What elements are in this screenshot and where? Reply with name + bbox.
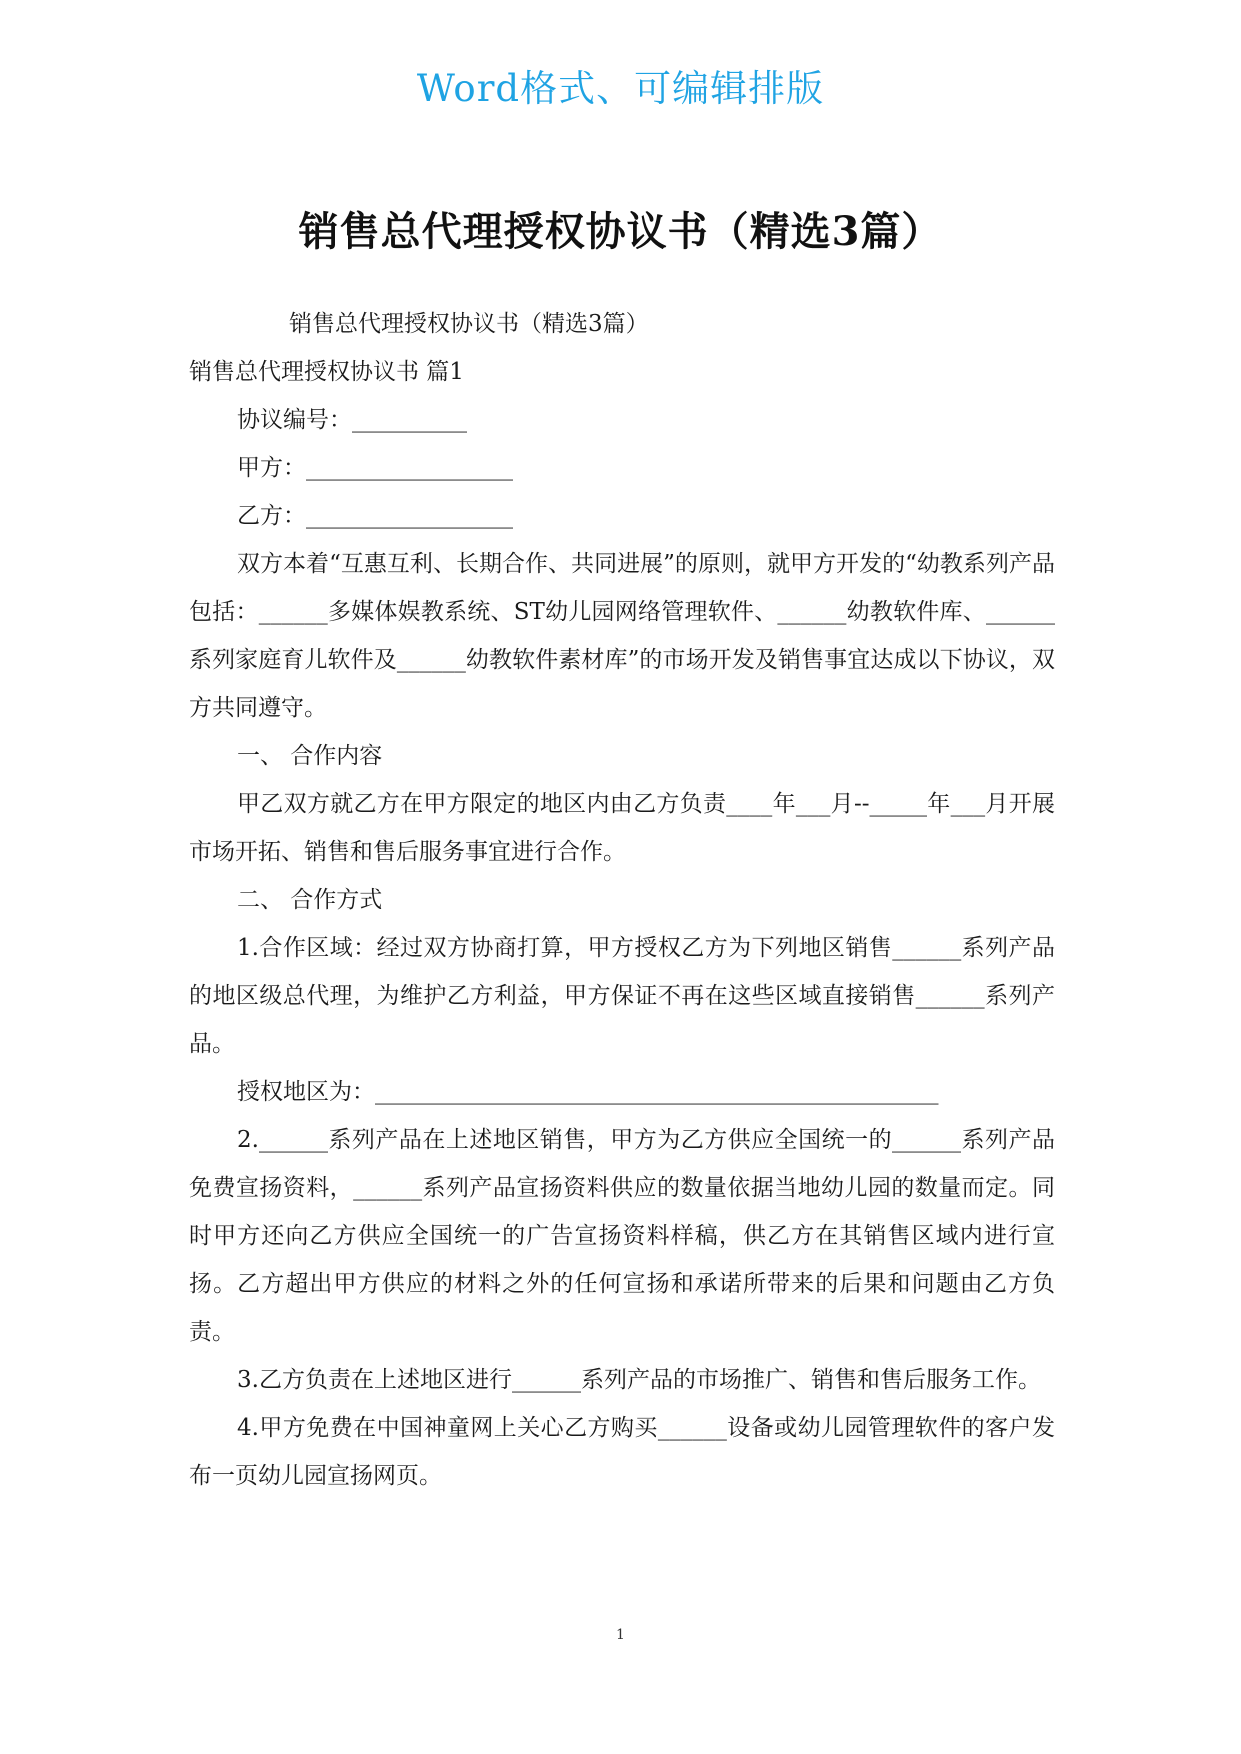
page-number: 1 bbox=[616, 1627, 625, 1643]
clause-item-4: 4.甲方免费在中国神童网上关心乙方购买______设备或幼儿园管理软件的客户发布一页幼儿园宣扬网页。 bbox=[189, 1415, 1055, 1489]
clause-heading-1: 一、 合作内容 bbox=[237, 743, 383, 769]
clause-item-1: 1.合作区域：经过双方协商打算，甲方授权乙方为下列地区销售______系列产品的地区级总代理，为维护乙方利益，甲方保证不再在这些区域直接销售______系列产品。 bbox=[189, 935, 1055, 1057]
authorized-region-line: 授权地区为：_________________________________________________ bbox=[237, 1079, 939, 1105]
party-b-line: 乙方：__________________ bbox=[237, 503, 513, 529]
document-subtitle: 销售总代理授权协议书（精选3篇） bbox=[289, 311, 649, 337]
header-banner: Word格式、可编辑排版 bbox=[416, 67, 825, 110]
party-a-line: 甲方：__________________ bbox=[237, 455, 513, 481]
cooperation-content-paragraph: 甲乙双方就乙方在甲方限定的地区内由乙方负责____年___月--_____年___月开展市场开拓、销售和售后服务事宜进行合作。 bbox=[189, 791, 1055, 865]
section-heading: 销售总代理授权协议书 篇1 bbox=[189, 359, 464, 385]
document-body bbox=[189, 300, 1055, 1500]
clause-heading-2: 二、 合作方式 bbox=[237, 887, 383, 913]
document-title: 销售总代理授权协议书（精选3篇） bbox=[298, 208, 943, 255]
preamble-paragraph: 双方本着“互惠互利、长期合作、共同进展”的原则，就甲方开发的“幼教系列产品包括：______多媒体娱教系统、ST幼儿园网络管理软件、______幼教软件库、______系列家庭育儿软件及______幼教软件素材库”的市场开发及销售事宜达成以下协议，双方共同遵守。 bbox=[189, 551, 1055, 721]
agreement-number-line: 协议编号：__________ bbox=[237, 407, 467, 433]
clause-item-2: 2.______系列产品在上述地区销售，甲方为乙方供应全国统一的______系列产品免费宣扬资料，______系列产品宣扬资料供应的数量依据当地幼儿园的数量而定。同时甲方还向乙方供应全国统一的广告宣扬资料样稿，供乙方在其销售区域内进行宣扬。乙方超出甲方供应的材料之外的任何宣扬和承诺所带来的后果和问题由乙方负责。 bbox=[189, 1127, 1055, 1345]
clause-item-3: 3.乙方负责在上述地区进行______系列产品的市场推广、销售和售后服务工作。 bbox=[237, 1367, 1041, 1393]
